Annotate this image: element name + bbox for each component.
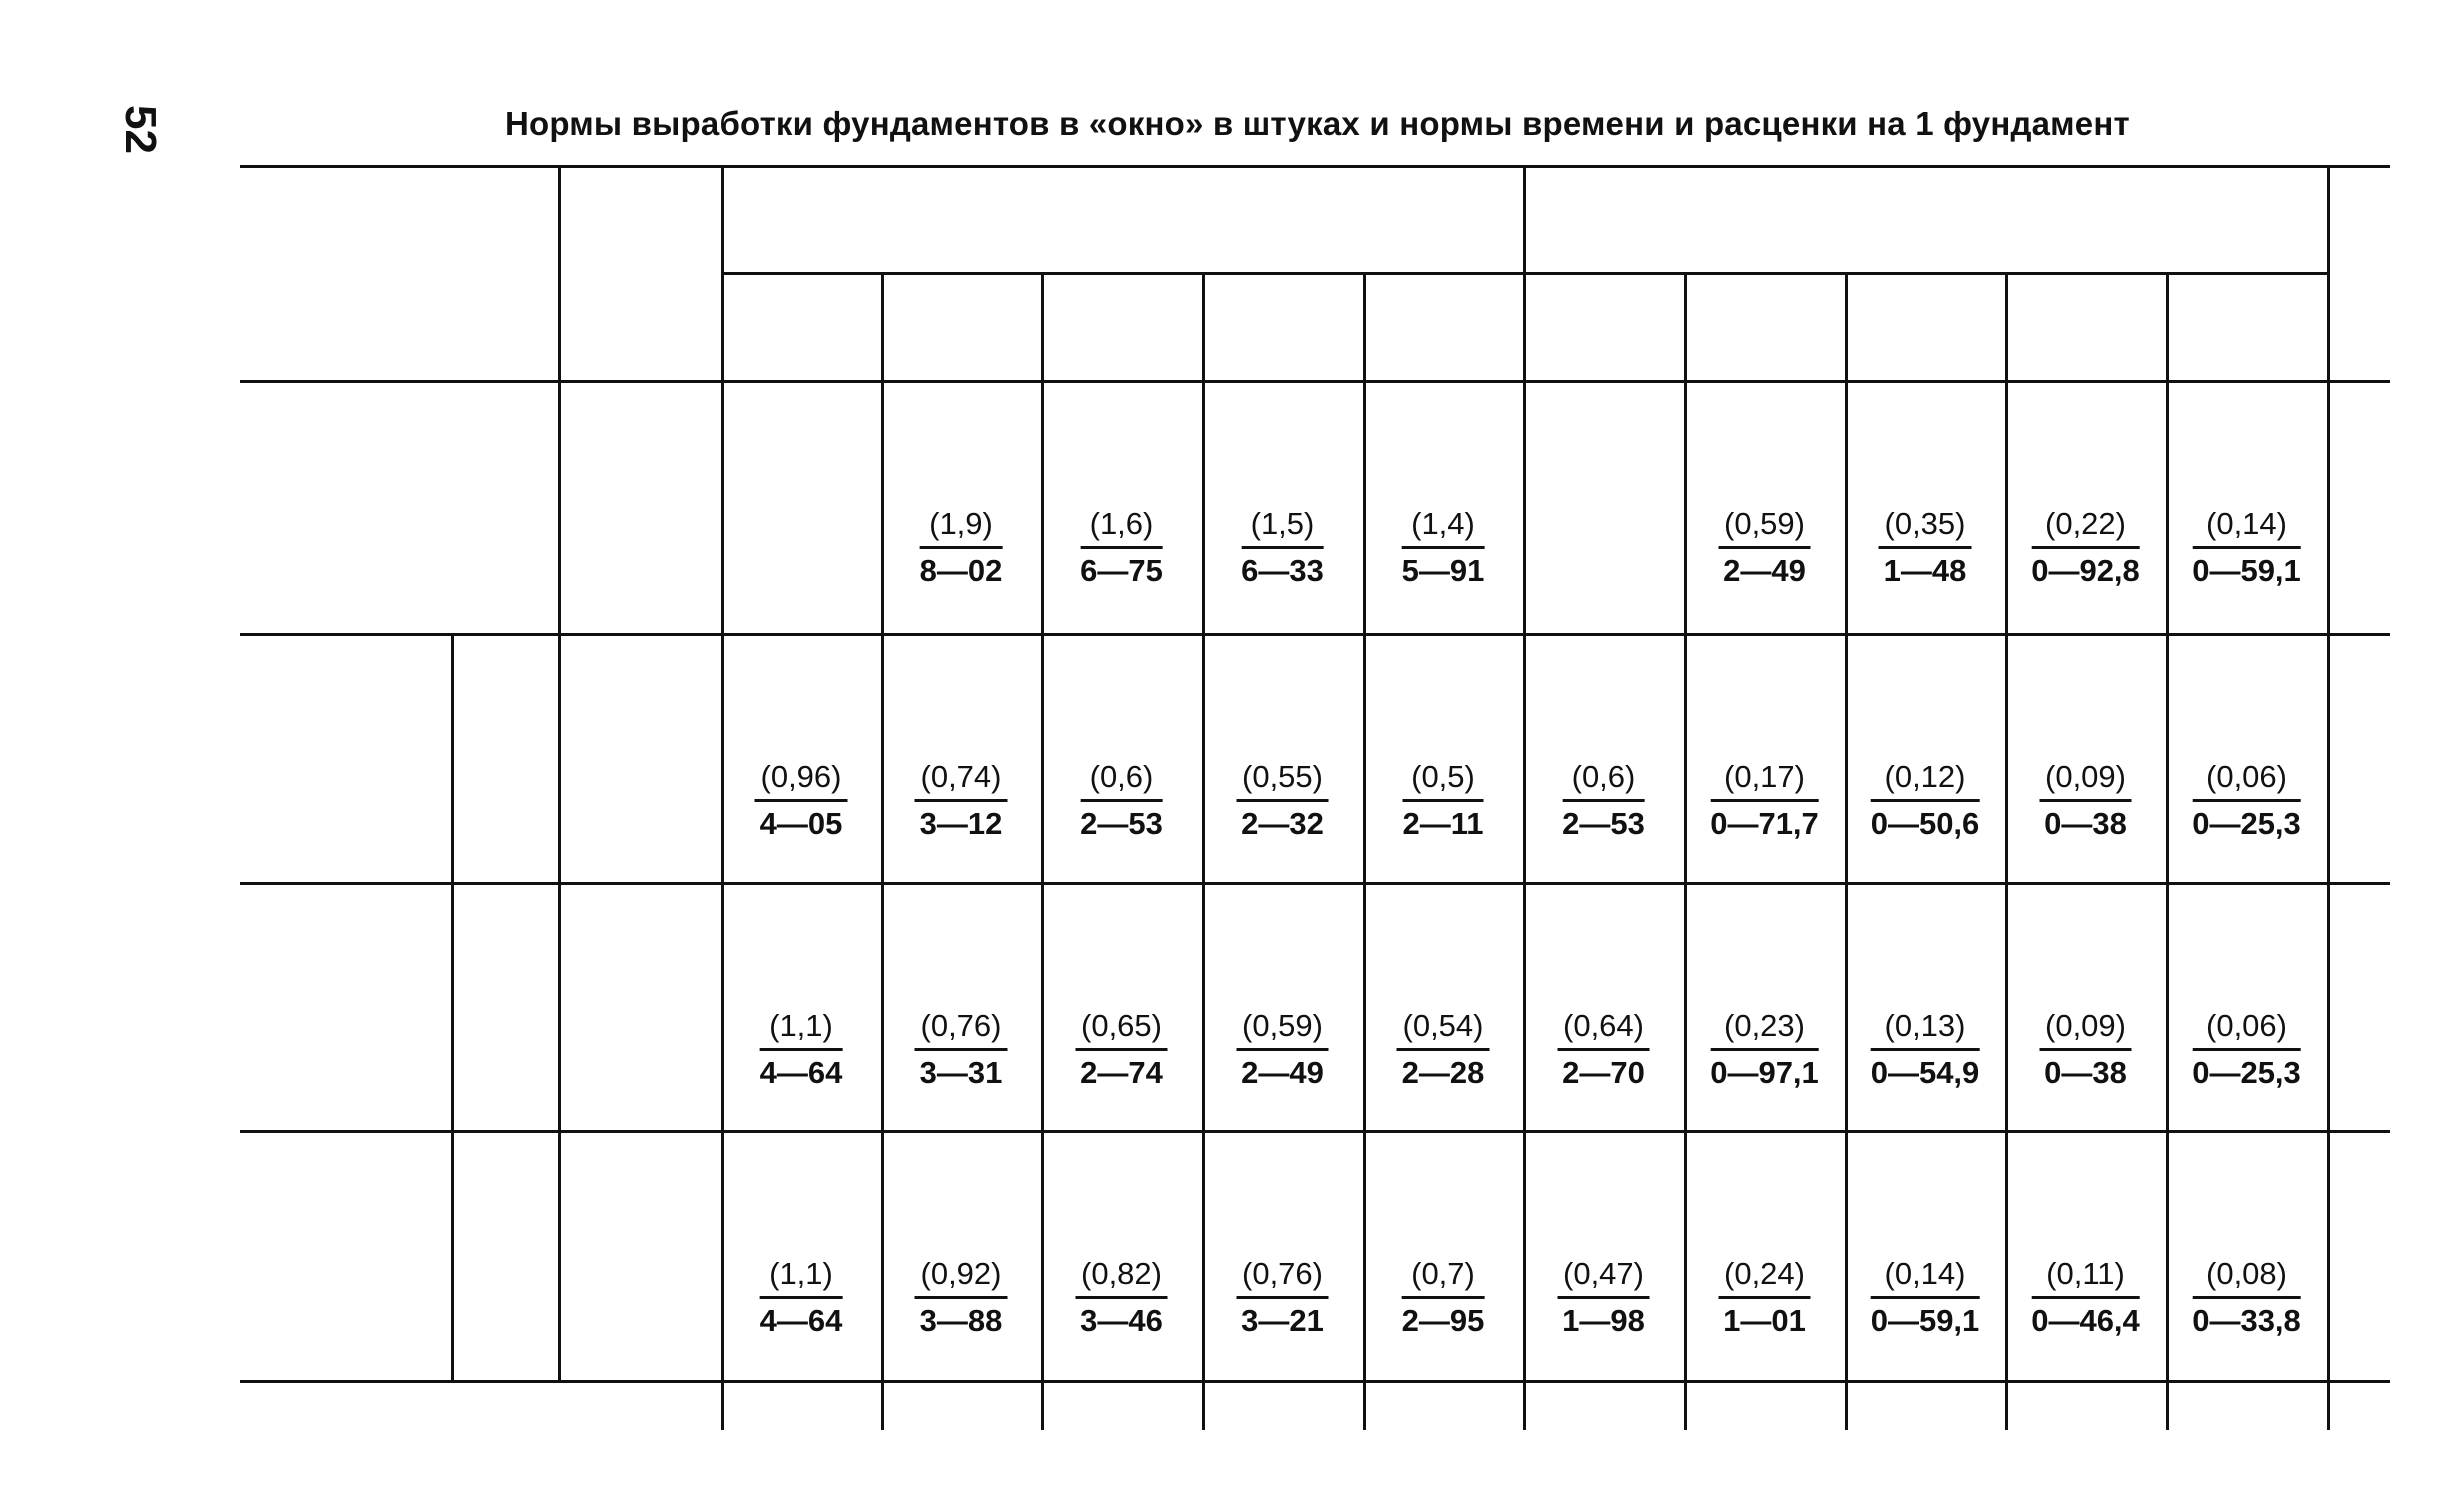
cell-rate-fraction	[1871, 1004, 1980, 1095]
rule-column-8	[2005, 272, 2008, 1430]
cell-labor-cost: (0,65)	[1075, 1004, 1168, 1051]
cell-labor-cost: (0,14)	[2192, 502, 2301, 549]
cell-labor-cost: (1,5)	[1241, 502, 1324, 549]
cell-labor-cost: (0,09)	[2039, 1004, 2132, 1051]
rule-column-10	[2327, 165, 2330, 1430]
cell-rate-fraction	[2192, 1252, 2301, 1343]
cell-rate: 6—75	[1080, 553, 1163, 588]
cell-labor-cost: (1,1)	[760, 1004, 843, 1051]
cell-labor-cost: (1,4)	[1402, 502, 1485, 549]
rule-column-1	[881, 272, 884, 1430]
cell-rate-fraction	[915, 1004, 1008, 1095]
cell-rate-fraction	[760, 1004, 843, 1095]
cell-labor-cost: (0,55)	[1236, 755, 1329, 802]
cell-labor-cost: (0,47)	[1557, 1252, 1650, 1299]
cell-rate-fraction	[755, 755, 848, 846]
cell-rate-fraction	[1080, 755, 1163, 846]
cell-labor-cost: (0,17)	[1710, 755, 1819, 802]
cell-rate: 0—71,7	[1710, 806, 1819, 841]
cell-labor-cost: (0,96)	[755, 755, 848, 802]
cell-labor-cost: (0,64)	[1557, 1004, 1650, 1051]
cell-rate: 3—21	[1241, 1303, 1324, 1338]
rule-column-9	[2166, 272, 2169, 1430]
cell-rate-fraction	[2192, 755, 2301, 846]
cell-labor-cost: (1,6)	[1080, 502, 1163, 549]
table-top-rule	[240, 165, 2390, 168]
cell-labor-cost: (0,76)	[1236, 1252, 1329, 1299]
rule-column-2	[1041, 272, 1044, 1430]
cell-rate-fraction	[1710, 755, 1819, 846]
cell-rate-fraction	[1402, 1252, 1485, 1343]
cell-rate: 0—25,3	[2192, 1055, 2301, 1090]
cell-rate-fraction	[2031, 502, 2140, 593]
rule-column-7	[1845, 272, 1848, 1430]
cell-rate: 3—31	[919, 1055, 1003, 1090]
cell-labor-cost: (0,14)	[1871, 1252, 1980, 1299]
cell-rate: 6—33	[1241, 553, 1324, 588]
cell-rate: 2—70	[1562, 1055, 1645, 1090]
cell-rate: 3—12	[919, 806, 1003, 841]
cell-rate: 1—48	[1883, 553, 1967, 588]
cell-labor-cost: (0,24)	[1718, 1252, 1811, 1299]
cell-rate-fraction	[2039, 1004, 2132, 1095]
cell-labor-cost: (0,54)	[1397, 1004, 1490, 1051]
cell-labor-cost: (0,6)	[1562, 755, 1645, 802]
rule-column-6	[1684, 272, 1687, 1430]
cell-rate: 0—92,8	[2031, 553, 2140, 588]
cell-rate-fraction	[1236, 755, 1329, 846]
cell-rate: 0—33,8	[2192, 1303, 2301, 1338]
cell-rate-fraction	[915, 1252, 1008, 1343]
cell-rate: 2—28	[1401, 1055, 1485, 1090]
cell-labor-cost: (0,12)	[1871, 755, 1980, 802]
cell-rate-fraction	[2039, 755, 2132, 846]
cell-rate: 3—46	[1080, 1303, 1163, 1338]
rule-column-4	[1363, 272, 1366, 1430]
cell-labor-cost: (0,23)	[1710, 1004, 1819, 1051]
cell-labor-cost: (0,06)	[2192, 755, 2301, 802]
cell-labor-cost: (0,08)	[2192, 1252, 2301, 1299]
cell-rate: 0—97,1	[1710, 1055, 1819, 1090]
rule-length-left	[451, 633, 454, 1380]
cell-rate: 3—88	[919, 1303, 1003, 1338]
row-3-bottom-rule	[240, 1130, 2390, 1133]
cell-rate-fraction	[1871, 1252, 1980, 1343]
cell-rate-fraction	[1557, 1004, 1650, 1095]
cell-rate-fraction	[1710, 1004, 1819, 1095]
cell-rate: 5—91	[1401, 553, 1485, 588]
rule-indicator-left	[558, 165, 561, 1380]
cell-rate: 0—59,1	[1870, 1303, 1980, 1338]
cell-rate-fraction	[1397, 1004, 1490, 1095]
rule-column-3	[1202, 272, 1205, 1430]
cell-rate-fraction	[1718, 1252, 1811, 1343]
cell-labor-cost: (0,06)	[2192, 1004, 2301, 1051]
cell-labor-cost: (0,59)	[1236, 1004, 1329, 1051]
cell-rate: 0—46,4	[2031, 1303, 2140, 1338]
cell-rate: 0—50,6	[1870, 806, 1980, 841]
cell-rate-fraction	[1075, 1252, 1168, 1343]
cell-labor-cost: (0,35)	[1879, 502, 1972, 549]
cell-rate-fraction	[1871, 755, 1980, 846]
cell-rate: 0—38	[2044, 806, 2127, 841]
cell-rate: 2—53	[1562, 806, 1645, 841]
cell-rate-fraction	[1718, 502, 1811, 593]
cell-rate: 0—25,3	[2192, 806, 2301, 841]
cell-rate: 2—95	[1401, 1303, 1485, 1338]
cell-labor-cost: (0,76)	[915, 1004, 1008, 1051]
cell-rate: 2—49	[1241, 1055, 1324, 1090]
table-bottom-rule	[240, 1380, 2390, 1383]
cell-labor-cost: (1,9)	[920, 502, 1003, 549]
cell-rate: 2—11	[1402, 806, 1484, 841]
cell-rate: 0—38	[2044, 1055, 2127, 1090]
cell-rate: 2—32	[1241, 806, 1324, 841]
cell-rate-fraction	[760, 1252, 843, 1343]
page-number: 52	[116, 105, 165, 154]
cell-rate: 2—53	[1080, 806, 1163, 841]
cell-labor-cost: (0,22)	[2031, 502, 2140, 549]
cell-rate-fraction	[1402, 502, 1485, 593]
cell-labor-cost: (0,92)	[915, 1252, 1008, 1299]
cell-rate: 2—49	[1723, 553, 1806, 588]
cell-rate-fraction	[1241, 502, 1324, 593]
rule-column-0	[721, 165, 724, 1430]
cell-rate-fraction	[1879, 502, 1972, 593]
cell-rate: 1—98	[1562, 1303, 1645, 1338]
cell-rate: 0—54,9	[1870, 1055, 1980, 1090]
cell-rate-fraction	[2192, 1004, 2301, 1095]
row-1-bottom-rule	[240, 633, 2390, 636]
cell-rate: 4—64	[759, 1055, 843, 1090]
cell-labor-cost: (0,74)	[915, 755, 1008, 802]
cell-rate-fraction	[1562, 755, 1645, 846]
cell-labor-cost: (0,13)	[1871, 1004, 1980, 1051]
cell-rate: 0—59,1	[2192, 553, 2301, 588]
cell-labor-cost: (0,11)	[2031, 1252, 2140, 1299]
cell-labor-cost: (0,09)	[2039, 755, 2132, 802]
rule-column-5	[1523, 165, 1526, 1430]
cell-labor-cost: (0,5)	[1402, 755, 1483, 802]
cell-labor-cost: (0,59)	[1718, 502, 1811, 549]
cell-rate-fraction	[1236, 1252, 1329, 1343]
cell-labor-cost: (0,82)	[1075, 1252, 1168, 1299]
cell-labor-cost: (1,1)	[760, 1252, 843, 1299]
cell-rate-fraction	[2031, 1252, 2140, 1343]
cell-rate: 2—74	[1080, 1055, 1163, 1090]
cell-rate: 4—05	[759, 806, 843, 841]
cell-labor-cost: (0,6)	[1080, 755, 1163, 802]
cell-rate-fraction	[1080, 502, 1163, 593]
page-title: Нормы выработки фундаментов в «окно» в штуках и нормы времени и расценки на 1 фундамент	[505, 105, 2130, 142]
cell-rate-fraction	[1402, 755, 1483, 846]
header-bottom-rule	[240, 380, 2390, 383]
cell-labor-cost: (0,7)	[1402, 1252, 1485, 1299]
cell-rate-fraction	[915, 755, 1008, 846]
cell-rate: 1—01	[1723, 1303, 1806, 1338]
cell-rate: 4—64	[759, 1303, 843, 1338]
cell-rate-fraction	[1236, 1004, 1329, 1095]
cell-rate-fraction	[2192, 502, 2301, 593]
row-2-bottom-rule	[240, 882, 2390, 885]
cell-rate-fraction	[1557, 1252, 1650, 1343]
cell-rate-fraction	[1075, 1004, 1168, 1095]
cell-rate: 8—02	[919, 553, 1003, 588]
cell-rate-fraction	[920, 502, 1003, 593]
